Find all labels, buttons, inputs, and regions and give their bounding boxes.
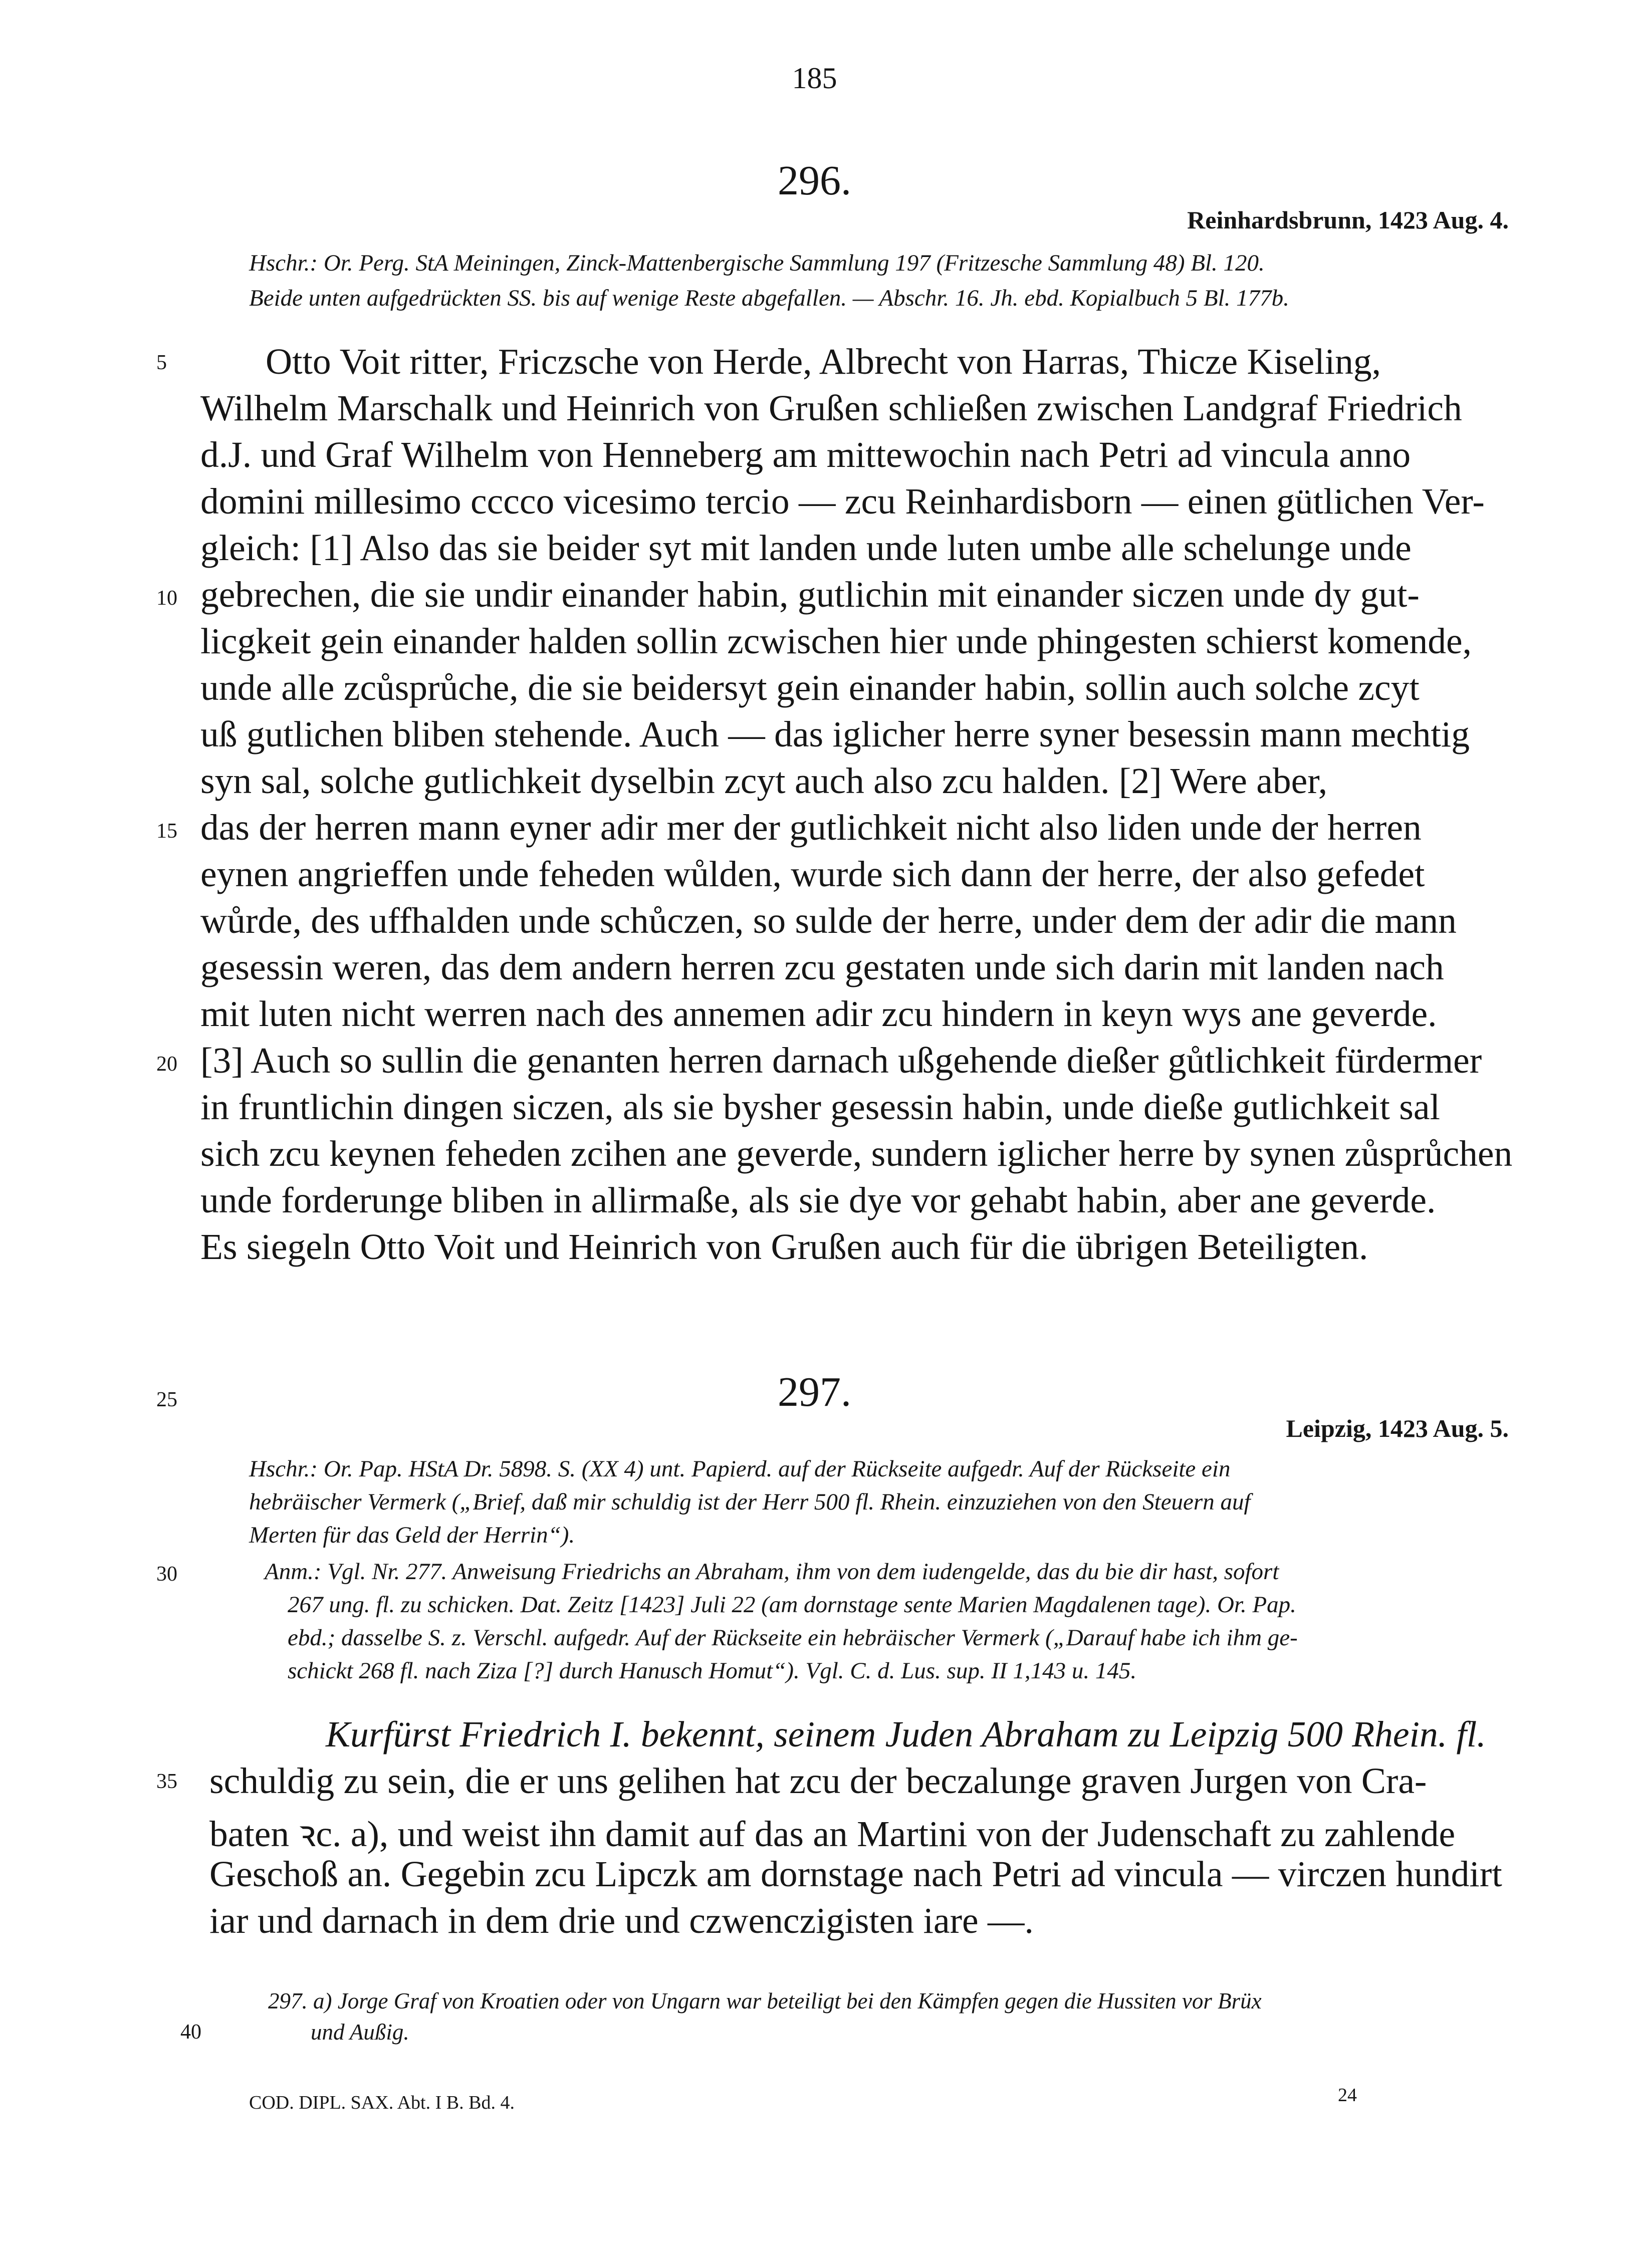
text-line: Geschoß an. Gegebin zcu Lipczk am dornstage nach Petri ad vincula — virczen hundirt [209,1854,1502,1894]
text-line: unde forderunge bliben in allirmaße, als sie dye vor gehabt habin, aber ane geverde. [200,1180,1436,1220]
text-line: in fruntlichin dingen siczen, als sie bysher gesessin habin, unde dieße gutlichkeit sal [200,1087,1440,1127]
text-line: uß gutlichen bliben stehende. Auch — das iglicher herre syner besessin mann mechtig [200,714,1470,754]
text-line: [3] Auch so sullin die genanten herren darnach ußgehende dießer gůtlichkeit fürdermer [200,1040,1482,1081]
text-line: Otto Voit ritter, Friczsche von Herde, Albrecht von Harras, Thicze Kiseling, [266,341,1381,382]
line-number: 35 [156,1770,177,1793]
apparatus-line: Merten für das Geld der Herrin“). [249,1522,575,1548]
place-date-297: Leipzig, 1423 Aug. 5. [1286,1414,1509,1442]
apparatus-line: Hschr.: Or. Pap. HStA Dr. 5898. S. (XX 4) unt. Papierd. auf der Rückseite aufgedr. Auf der Rückseite ein [249,1456,1231,1482]
text-line: d.J. und Graf Wilhelm von Henneberg am mittewochin nach Petri ad vincula anno [200,434,1411,475]
document-number-296: 296. [778,157,851,204]
apparatus-line: Beide unten aufgedrückten SS. bis auf wenige Reste abgefallen. — Abschr. 16. Jh. ebd. Kopialbuch 5 Bl. 177b. [249,285,1289,311]
footnote-line: 297. a) Jorge Graf von Kroatien oder von Ungarn war beteiligt bei den Kämpfen gegen die Hussiten vor Brüx [268,1988,1262,2013]
text-line: Es siegeln Otto Voit und Heinrich von Grußen auch für die übrigen Beteiligten. [200,1226,1368,1267]
text-line: schuldig zu sein, die er uns gelihen hat zcu der beczalunge graven Jurgen von Cra- [209,1760,1427,1801]
line-number: 5 [156,351,167,374]
text-line: das der herren mann eyner adir mer der gutlichkeit nicht also liden unde der herren [200,807,1422,848]
document-number-297: 297. [778,1369,851,1415]
text-line: Wilhelm Marschalk und Heinrich von Grußen schließen zwischen Landgraf Friedrich [200,388,1462,428]
text-line: sich zcu keynen feheden zcihen ane geverde, sundern iglicher herre by synen zůsprůchen [200,1133,1513,1174]
footnote-line: und Außig. [311,2020,409,2045]
footer-volume: COD. DIPL. SAX. Abt. I B. Bd. 4. [249,2092,515,2113]
line-number: 15 [156,820,177,843]
text-line: gesessin weren, das dem andern herren zcu gestaten unde sich darin mit landen nach [200,947,1444,987]
apparatus-line: schickt 268 fl. nach Ziza [?] durch Hanusch Homut“). Vgl. C. d. Lus. sup. II 1,143 u. 145. [288,1658,1137,1684]
text-line: gleich: [1] Also das sie beider syt mit landen unde luten umbe alle schelunge unde [200,528,1412,568]
line-number: 40 [180,2021,201,2044]
apparatus-line: Hschr.: Or. Perg. StA Meiningen, Zinck-Mattenbergische Sammlung 197 (Fritzesche Sammlung 48) Bl. 120. [249,250,1265,276]
text-line: baten ꝛc. a), und weist ihn damit auf das an Martini von der Judenschaft zu zahlende [209,1814,1456,1854]
text-line: Kurfürst Friedrich I. bekennt, seinem Juden Abraham zu Leipzig 500 Rhein. fl. [326,1714,1486,1754]
text-line: eynen angrieffen unde feheden wůlden, wurde sich dann der herre, der also gefedet [200,854,1425,894]
footer-signature: 24 [1338,2085,1357,2106]
line-number: 25 [156,1388,177,1411]
page-number: 185 [792,62,837,95]
apparatus-line: hebräischer Vermerk („Brief, daß mir schuldig ist der Herr 500 fl. Rhein. einzuziehen von den Steuern auf [249,1489,1251,1515]
text-line: mit luten nicht werren nach des annemen adir zcu hindern in keyn wys ane geverde. [200,993,1437,1034]
apparatus-line: 267 ung. fl. zu schicken. Dat. Zeitz [1423] Juli 22 (am dornstage sente Marien Magdalenen tage). Or. Pap. [288,1592,1296,1618]
text-line: syn sal, solche gutlichkeit dyselbin zcyt auch also zcu halden. [2] Were aber, [200,761,1328,801]
text-line: domini millesimo cccco vicesimo tercio — zcu Reinhardisborn — einen gütlichen Ver- [200,481,1485,522]
place-date-296: Reinhardsbrunn, 1423 Aug. 4. [1187,206,1509,234]
apparatus-line: Anm.: Vgl. Nr. 277. Anweisung Friedrichs an Abraham, ihm von dem iudengelde, das du bie dir hast, sofort [265,1559,1279,1585]
text-line: gebrechen, die sie undir einander habin, gutlichin mit einander siczen unde dy gut- [200,574,1420,615]
line-number: 20 [156,1053,177,1076]
text-line: iar und darnach in dem drie und czwenczigisten iare —. [209,1900,1034,1941]
text-line: wůrde, des uffhalden unde schůczen, so sulde der herre, under dem der adir die mann [200,900,1457,941]
line-number: 10 [156,587,177,610]
line-number: 30 [156,1563,177,1586]
apparatus-line: ebd.; dasselbe S. z. Verschl. aufgedr. Auf der Rückseite ein hebräischer Vermerk („Darauf habe ich ihm ge- [288,1625,1298,1651]
text-line: licgkeit gein einander halden sollin zcwischen hier unde phingesten schierst komende, [200,621,1472,661]
text-line: unde alle zcůsprůche, die sie beidersyt gein einander habin, sollin auch solche zcyt [200,667,1420,708]
